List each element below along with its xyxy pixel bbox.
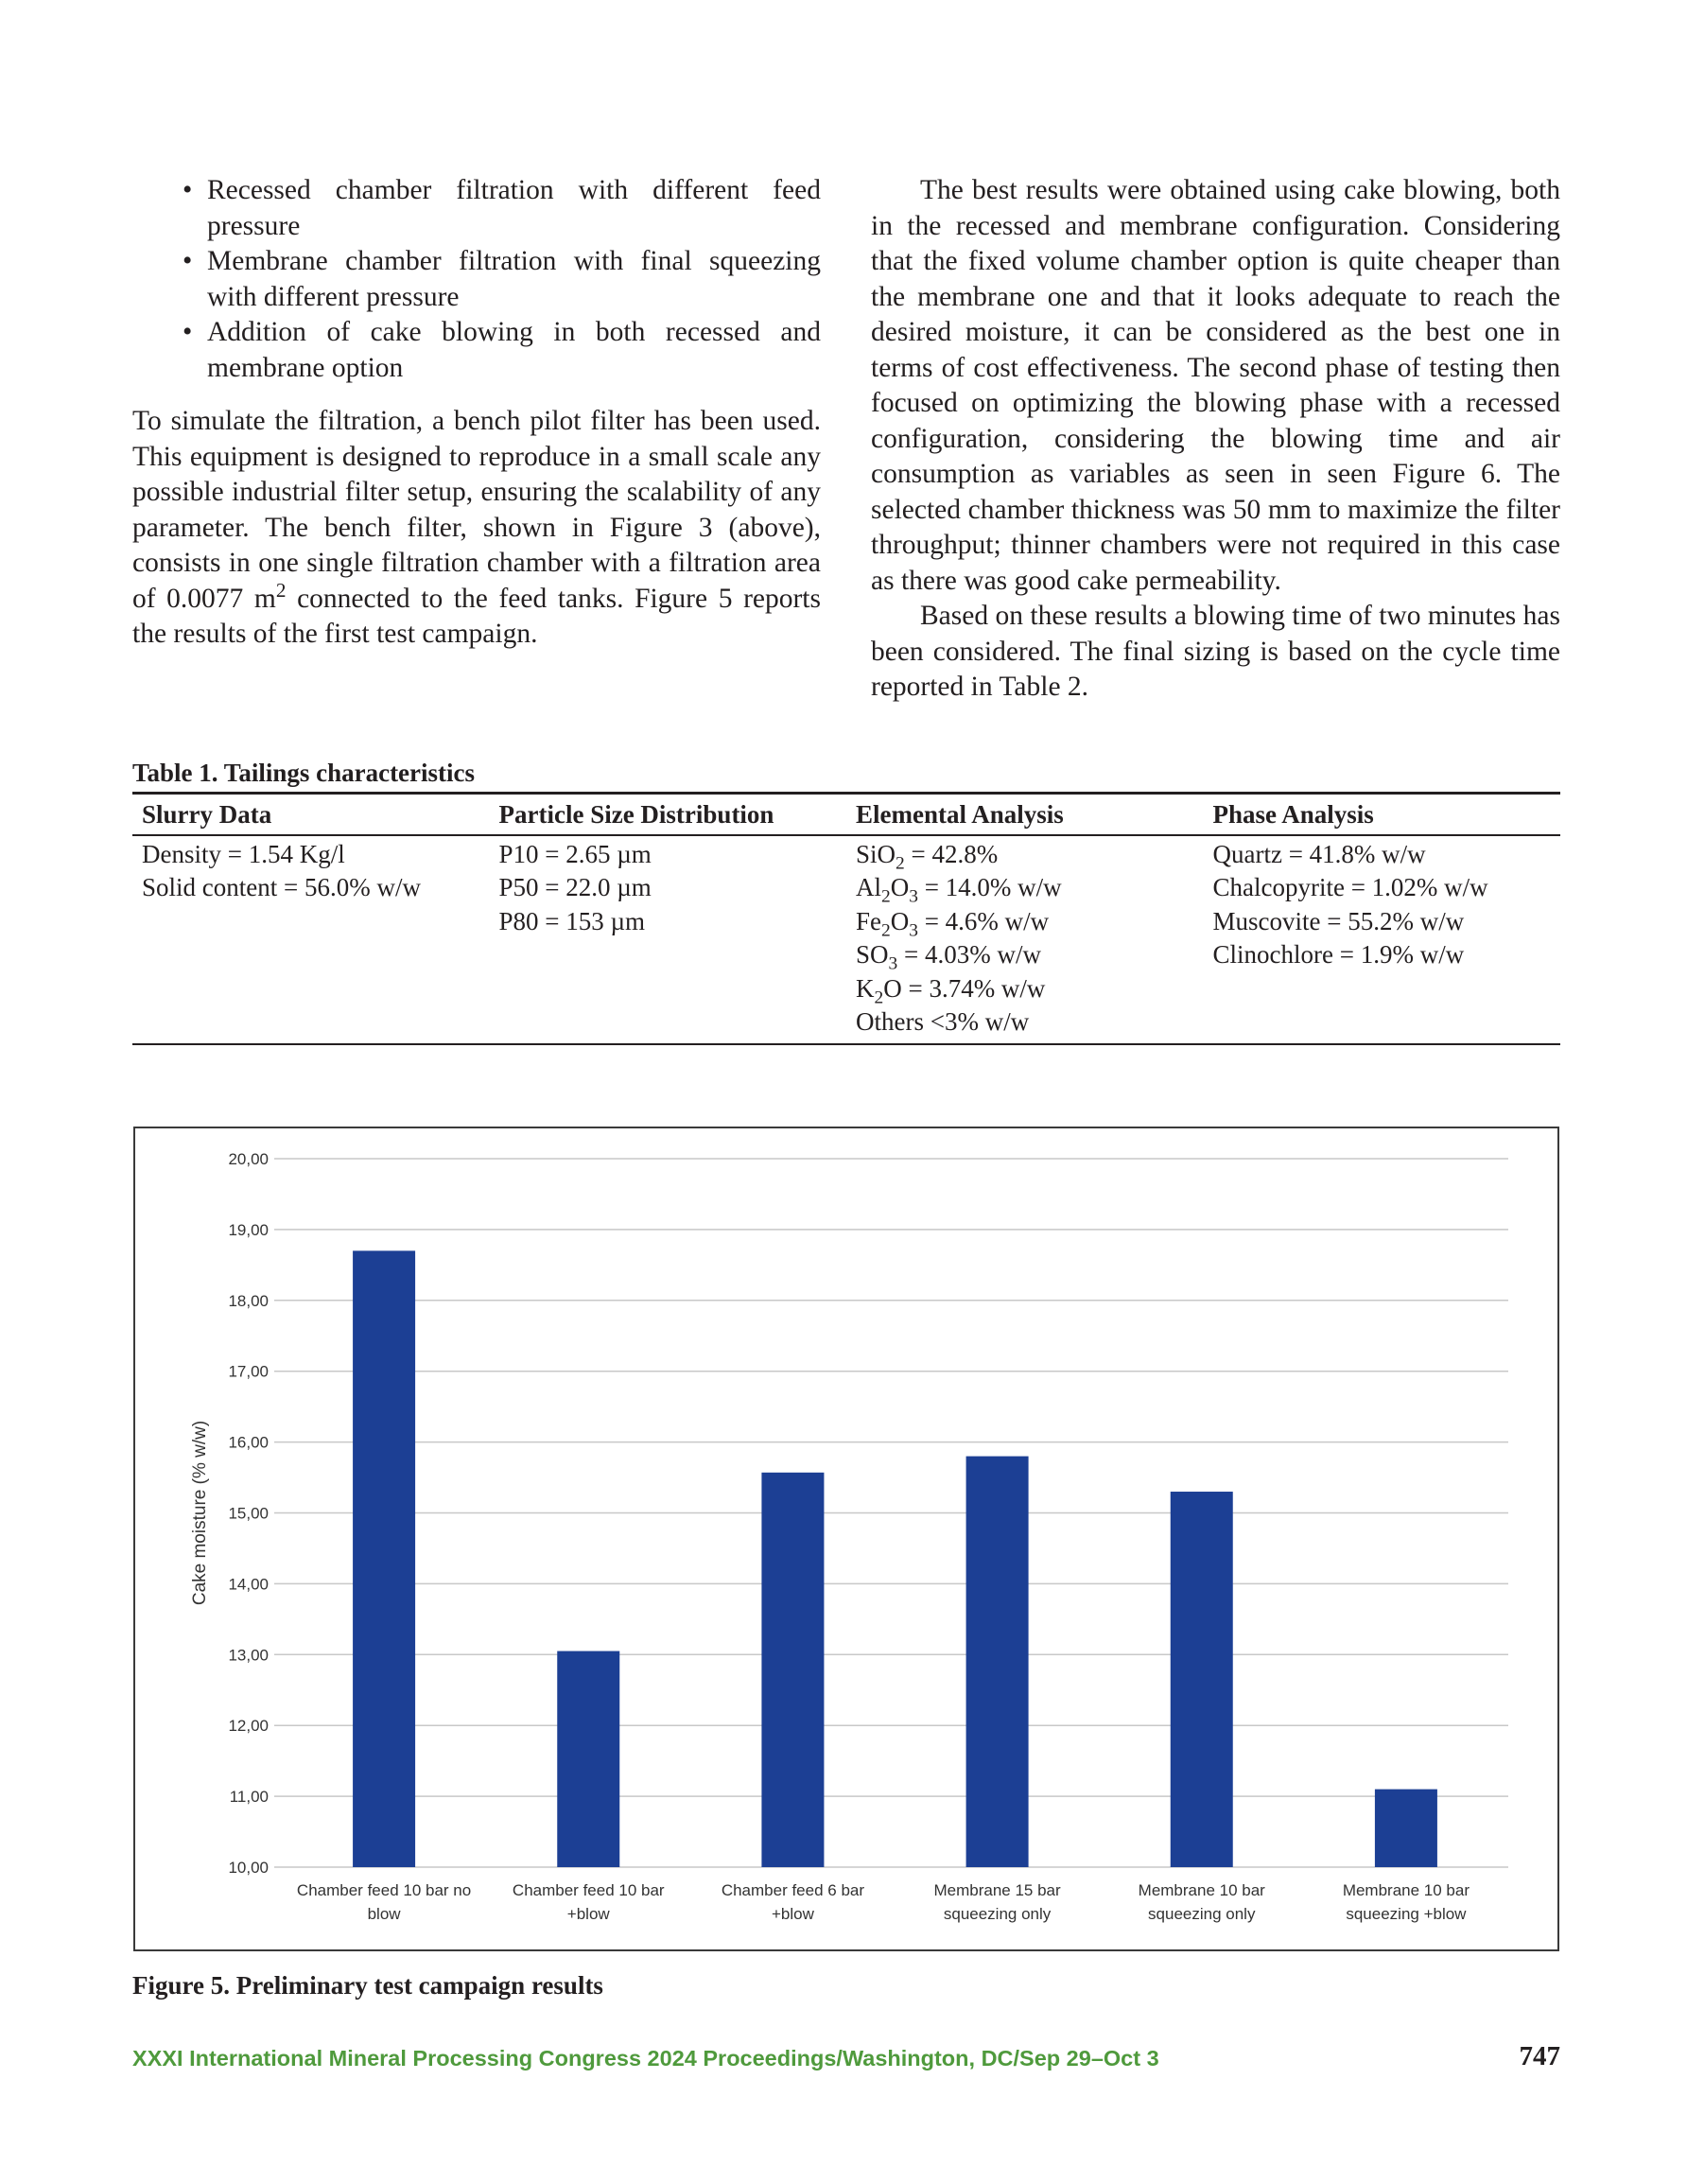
- table-cell-line: $K_2O = 3.74\%$ w/w: [856, 973, 1046, 1007]
- body-paragraph: To simulate the filtration, a bench pilot filter has been used. This equipment is designed to reproduce in a small scale any possible industrial filter setup, ensuring the scalability of any parameter. The bench filter, shown in Figure 3 (above), consists in one single filtration chamber with a filtration area of 0.0077 $m^2$ connected to the feed tanks. Figure 5 reports the results of the first test campaign.: [132, 406, 821, 649]
- method-bullet-list: [132, 173, 821, 386]
- table-cell-line: Quartz = 41.8% w/w: [1212, 839, 1426, 868]
- bullet-dot-icon: •: [183, 317, 193, 347]
- x-tick-label: Chamber feed 6 bar: [721, 1881, 865, 1899]
- bar: [966, 1457, 1029, 1867]
- table-cell-line: P80 = 153 µm: [498, 906, 646, 935]
- bar: [353, 1250, 415, 1867]
- x-tick-label: Membrane 15 bar: [933, 1881, 1061, 1899]
- bar: [1375, 1790, 1437, 1867]
- figure-caption: Figure 5. Preliminary test campaign results: [132, 1971, 603, 2000]
- table-cell-line: P50 = 22.0 µm: [498, 873, 652, 901]
- x-tick-label: Membrane 10 bar: [1342, 1881, 1470, 1899]
- table-cell-line: Chalcopyrite = 1.02% w/w: [1212, 873, 1488, 901]
- moisture-bar-chart: [133, 1127, 1559, 1951]
- table-cell-line: SiO$_2$ = 42.8%: [856, 839, 999, 873]
- bar: [1171, 1492, 1233, 1867]
- bullet-dot-icon: •: [183, 246, 193, 276]
- footer-conference-title: XXXI International Mineral Processing Congress 2024 Proceedings/Washington, DC/Sep 29–Oct 3: [132, 2046, 1159, 2070]
- page-number: 747: [1519, 2041, 1560, 2071]
- phase-analysis-cell: [1204, 835, 1561, 1044]
- x-tick-label: +blow: [566, 1905, 610, 1923]
- x-tick-label: squeezing only: [943, 1905, 1052, 1923]
- table-cell-line: $Fe_2O_3 = 4.6\%$ w/w: [856, 906, 1050, 940]
- y-tick-label: 10,00: [228, 1859, 269, 1877]
- table-header-cell: Slurry Data: [132, 794, 490, 835]
- x-tick-label: Chamber feed 10 bar: [512, 1881, 665, 1899]
- table-header-cell: Particle Size Distribution: [490, 794, 847, 835]
- body-paragraph: The best results were obtained using cake blowing, both in the recessed and membrane configuration. Considering that the fixed volume chamber option is quite cheaper than the membrane one and that it looks adequate to reach the desired moisture, it can be considered as the best one in terms of cost effectiveness. The second phase of testing then focused on optimizing the blowing phase with a recessed configuration, considering the blowing time and air consumption as variables as seen in seen Figure 6. The selected chamber thickness was 50 mm to maximize the filter throughput; thinner chambers were not required in this case as there was good cake permeability.: [871, 175, 1560, 596]
- table-header-cell: Phase Analysis: [1204, 794, 1561, 835]
- psd-cell: [490, 835, 847, 1044]
- slurry-data-cell: [132, 835, 490, 1044]
- bullet-item: • Addition of cake blowing in both recessed and membrane option: [183, 317, 821, 383]
- table-header-cell: Elemental Analysis: [846, 794, 1204, 835]
- y-tick-label: 20,00: [228, 1150, 269, 1168]
- x-tick-label: squeezing +blow: [1346, 1905, 1467, 1923]
- bullet-item: • Membrane chamber filtration with final squeezing with different pressure: [183, 246, 821, 312]
- bar: [761, 1473, 824, 1867]
- table-header-row: [132, 794, 1560, 835]
- bullet-dot-icon: •: [183, 175, 193, 205]
- table-cell-line: Clinochlore = 1.9% w/w: [1212, 940, 1465, 969]
- x-tick-label: blow: [367, 1905, 401, 1923]
- left-column: [132, 173, 821, 653]
- x-tick-label: Membrane 10 bar: [1138, 1881, 1265, 1899]
- y-tick-label: 17,00: [228, 1362, 269, 1381]
- table-row: [132, 835, 1560, 1044]
- table-cell-line: Solid content = 56.0% w/w: [142, 873, 421, 901]
- bar: [557, 1651, 619, 1867]
- chart-canvas: [135, 1128, 1557, 1949]
- y-tick-label: 15,00: [228, 1504, 269, 1523]
- tailings-table: [132, 792, 1560, 1045]
- y-axis-label: Cake moisture (% w/w): [190, 1420, 210, 1606]
- y-tick-label: 12,00: [228, 1717, 269, 1736]
- table-caption: Table 1. Tailings characteristics: [132, 759, 476, 787]
- y-tick-label: 13,00: [228, 1646, 269, 1665]
- bullet-item: • Recessed chamber filtration with different feed pressure: [183, 175, 821, 241]
- table-cell-line: Others <3% w/w: [856, 1007, 1030, 1036]
- table-cell-line: $SO_3 = 4.03\%$ w/w: [856, 940, 1041, 974]
- table-cell-line: $Al_2O_3 = 14.0\%$ w/w: [856, 873, 1062, 907]
- table-cell-line: Muscovite = 55.2% w/w: [1212, 906, 1465, 935]
- right-column: [871, 173, 1560, 706]
- y-tick-label: 14,00: [228, 1575, 269, 1594]
- y-tick-label: 16,00: [228, 1433, 269, 1452]
- table-cell-line: Density = 1.54 Kg/l: [142, 839, 345, 868]
- body-paragraph: Based on these results a blowing time of two minutes has been considered. The final sizing is based on the cycle time reported in Table 2.: [871, 601, 1560, 702]
- x-tick-label: Chamber feed 10 bar no: [296, 1881, 472, 1899]
- table-cell-line: P10 = 2.65 µm: [498, 839, 652, 868]
- elemental-cell: [846, 835, 1204, 1044]
- y-tick-label: 19,00: [228, 1220, 269, 1239]
- y-tick-label: 11,00: [229, 1788, 269, 1807]
- x-tick-label: +blow: [771, 1905, 814, 1923]
- x-tick-label: squeezing only: [1148, 1905, 1256, 1923]
- y-tick-label: 18,00: [228, 1291, 269, 1310]
